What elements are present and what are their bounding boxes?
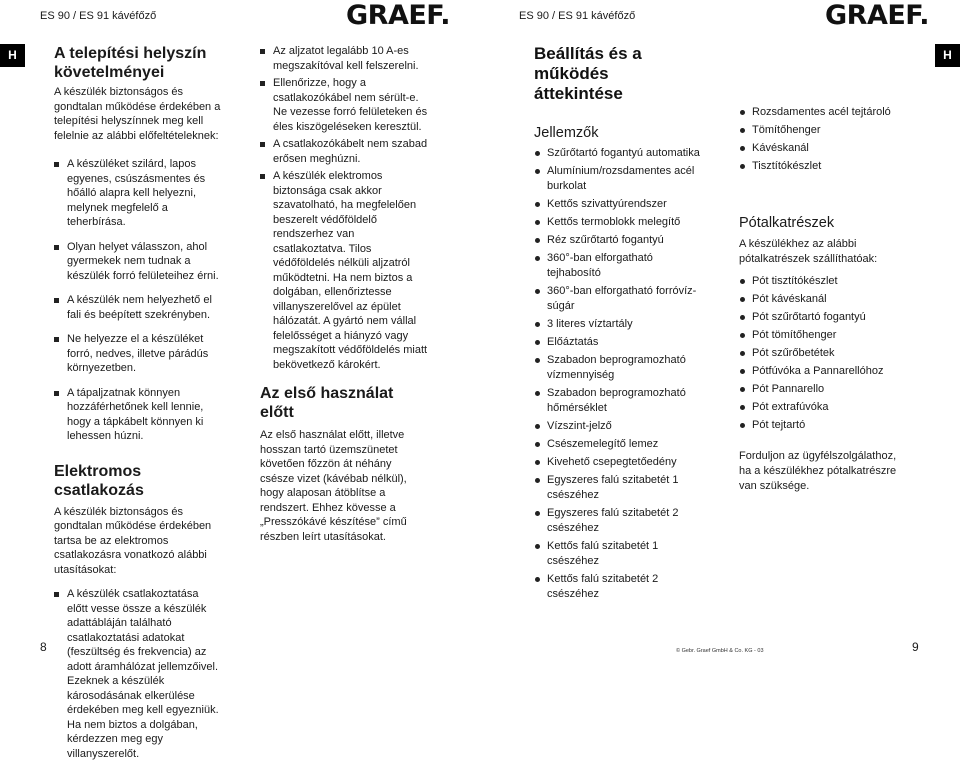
spare-part-item: Pótfúvóka a Pannarellóhoz	[739, 364, 909, 379]
spare-part-item: Pót tejtartó	[739, 418, 909, 433]
electrical-list-continued	[260, 44, 428, 372]
list-item: A készüléket szilárd, lapos egyenes, csúszásmentes és hőálló alapra kell helyezni, melynek megfelelő a teherbírása.	[54, 157, 222, 230]
feature-item: Kettős falú szitabetét 1 csészéhez	[534, 539, 702, 569]
features-list	[534, 146, 702, 602]
list-item: A készülék elektromos biztonsága csak akkor szavatolható, ha megfelelően beszerelt védőföldelő rendszerhez van csatlakoztatva. Tilos védőföldelés nélküli aljzatról működtetni. Ha nem biztos a dolgában, ellenőriztesse villanyszerelővel az épület hálózatát. A gyártó nem vállal felelősséget a hiányzó vagy megszakított védőföldelés miatt bekövetkező károkért.	[260, 169, 428, 372]
list-item: Ne helyezze el a készüléket forró, nedves, illetve párádús környezetben.	[54, 332, 222, 376]
feature-item: Egyszeres falú szitabetét 1 csészéhez	[534, 473, 702, 503]
list-item: Az aljzatot legalább 10 A-es megszakítóval kell felszerelni.	[260, 44, 428, 73]
feature-item: Alumínium/rozsdamentes acél burkolat	[534, 164, 702, 194]
right-page-header: ES 90 / ES 91 kávéfőző	[519, 10, 636, 22]
spare-parts-footer: Forduljon az ügyfélszolgálathoz, ha a készülékhez pótalkatrészre van szüksége.	[739, 450, 897, 492]
list-item: Olyan helyet válasszon, ahol gyermekek nem tudnak a készülék forró felületeihez érni.	[54, 240, 222, 284]
feature-item: Szabadon beprogramozható vízmennyiség	[534, 353, 702, 383]
language-tab-left: H	[0, 44, 25, 67]
feature-item: Réz szűrőtartó fogantyú	[534, 233, 702, 248]
spare-parts-list	[739, 274, 909, 433]
spare-part-item: Pót kávéskanál	[739, 292, 909, 307]
first-use-text: Az első használat előtt, illetve hosszan tartó üzemszünetet követően főzzön át néhány csésze vizet (kávébab nélkül), hogy alaposan átöblítse a rendszert. Ehhez kövesse a „Presszókávé készítése” című részben leírt utasításokat.	[260, 429, 407, 543]
feature-item: Vízszint-jelző	[534, 419, 702, 434]
spare-part-item: Pót szűrőtartó fogantyú	[739, 310, 909, 325]
section-title-first-use: Az első használat előtt	[260, 385, 394, 421]
feature-item: Kettős szivattyúrendszer	[534, 197, 702, 212]
column-4	[739, 105, 909, 494]
accessory-item: Tisztítókészlet	[739, 159, 909, 174]
graef-logo-left: GRAEF.	[346, 0, 451, 31]
installation-intro: A készülék biztonságos és gondtalan működése érdekében a telepítési helyszínnek meg kell felelnie az alábbi előfeltételeknek:	[54, 86, 221, 142]
copyright-note: © Gebr. Graef GmbH & Co. KG - 03	[676, 648, 764, 654]
features-subtitle: Jellemzők	[534, 125, 599, 141]
section-title-installation: A telepítési helyszín követelményei	[54, 45, 207, 81]
column-2	[260, 44, 428, 544]
spare-part-item: Pót Pannarello	[739, 382, 909, 397]
feature-item: 360°-ban elforgatható tejhabosító	[534, 251, 702, 281]
feature-item: Kivehető csepegtetőedény	[534, 455, 702, 470]
accessories-list	[739, 105, 909, 174]
electrical-intro: A készülék biztonságos és gondtalan működése érdekében tartsa be az elektromos csatlakozásra vonatkozó alábbi utasításokat:	[54, 505, 212, 576]
accessory-item: Tömítőhenger	[739, 123, 909, 138]
feature-item: 360°-ban elforgatható forróvíz-súgár	[534, 284, 702, 314]
spare-part-item: Pót tömítőhenger	[739, 328, 909, 343]
spare-parts-title: Pótalkatrészek	[739, 215, 835, 231]
left-page-header: ES 90 / ES 91 kávéfőző	[40, 10, 157, 22]
section-title-electrical: Elektromos csatlakozás	[54, 462, 144, 499]
feature-item: 3 literes víztartály	[534, 317, 702, 332]
column-1	[54, 44, 222, 761]
page-number-left: 8	[40, 640, 47, 654]
list-item: Ellenőrizze, hogy a csatlakozókábel nem sérült-e. Ne vezesse forró felületeken és éles kiszögeléseken keresztül.	[260, 76, 428, 134]
list-item: A csatlakozókábelt nem szabad erősen meghúzni.	[260, 137, 428, 166]
accessory-item: Kávéskanál	[739, 141, 909, 156]
accessory-item: Rozsdamentes acél tejtároló	[739, 105, 909, 120]
feature-item: Szabadon beprogramozható hőmérséklet	[534, 386, 702, 416]
feature-item: Kettős termoblokk melegítő	[534, 215, 702, 230]
list-item: A készülék csatlakoztatása előtt vesse össze a készülék adattábláján található csatlakoztatási adatokat (feszültség és frekvencia) az adott áramhálózat jellemzőivel. Ezeknek a készülék károsodásának elkerülése érdekében meg kell egyezniük. Ha nem biztos a dolgában, kérdezzen meg egy villanyszerelőt.	[54, 587, 222, 761]
language-tab-right: H	[935, 44, 960, 67]
graef-logo-right: GRAEF.	[825, 0, 930, 31]
electrical-list	[54, 587, 222, 761]
spare-part-item: Pót extrafúvóka	[739, 400, 909, 415]
feature-item: Csészemelegítő lemez	[534, 437, 702, 452]
feature-item: Szűrőtartó fogantyú automatika	[534, 146, 702, 161]
spare-part-item: Pót tisztítókészlet	[739, 274, 909, 289]
column-3	[534, 44, 702, 602]
page-number-right: 9	[912, 640, 919, 654]
list-item: A tápaljzatnak könnyen hozzáférhetőnek kell lennie, hogy a tápkábelt könnyen ki lehessen húzni.	[54, 386, 222, 444]
feature-item: Egyszeres falú szitabetét 2 csészéhez	[534, 506, 702, 536]
feature-item: Előáztatás	[534, 335, 702, 350]
installation-list	[54, 157, 222, 444]
spare-part-item: Pót szűrőbetétek	[739, 346, 909, 361]
section-title-overview: Beállítás és a működés áttekintése	[534, 44, 642, 103]
spare-parts-intro: A készülékhez az alábbi pótalkatrészek szállíthatóak:	[739, 238, 878, 265]
feature-item: Kettős falú szitabetét 2 csészéhez	[534, 572, 702, 602]
list-item: A készülék nem helyezhető el fali és beépített szekrényben.	[54, 293, 222, 322]
